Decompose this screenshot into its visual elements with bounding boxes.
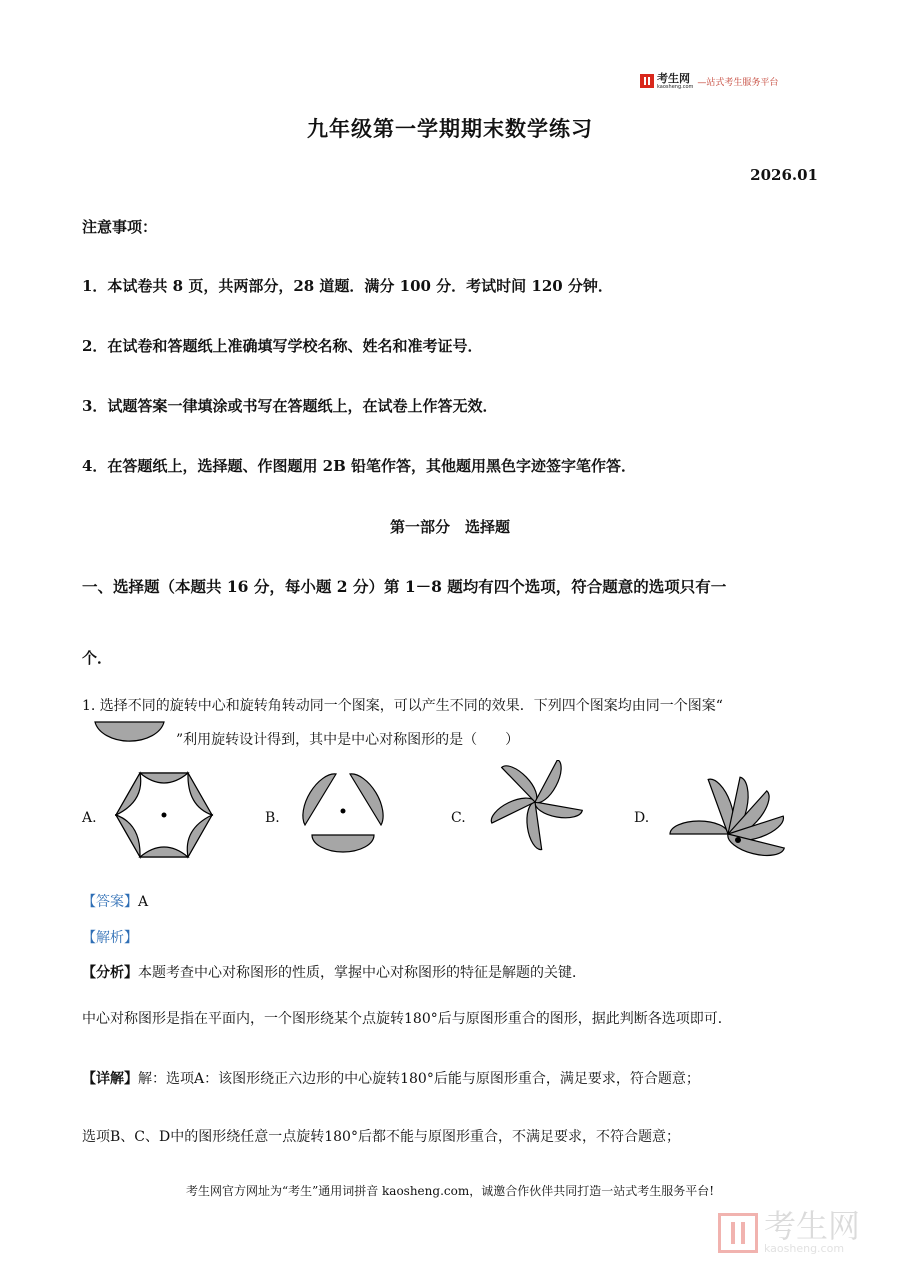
analysis-line4: 选项B、C、D中的图形绕任意一点旋转180°后都不能与原图形重合，不满足要求，不符合题意； <box>82 1129 680 1145</box>
semicircle-pattern-icon <box>94 720 166 746</box>
watermark <box>718 1207 860 1255</box>
option-d-label: D. <box>634 810 650 826</box>
option-c-label: C. <box>451 810 466 826</box>
logo-wordmark <box>657 73 693 90</box>
exam-date: 2026.01 <box>750 166 818 184</box>
notice-heading: 注意事项： <box>82 218 158 236</box>
option-a-figure <box>115 769 215 861</box>
analysis-line2: 中心对称图形是指在平面内，一个图形绕某个点旋转180°后与原图形重合的图形，据此判断各选项即可． <box>82 1011 732 1027</box>
fenxi-text: 本题考查中心对称图形的性质，掌握中心对称图形的特征是解题的关键． <box>138 965 586 981</box>
page-title: 九年级第一学期期末数学练习 <box>307 116 593 141</box>
notice-item-3: 3．试题答案一律填涂或书写在答题纸上，在试卷上作答无效． <box>82 397 498 415</box>
watermark-name: 考生网 <box>763 1207 860 1245</box>
answer-tag: 【答案】 <box>82 894 138 910</box>
option-b-label: B. <box>265 810 280 826</box>
fenxi-tag: 【分析】 <box>82 965 138 981</box>
logo-name: 考生网 <box>657 71 690 85</box>
section-intro-line2: 个． <box>82 649 113 667</box>
answer-value: A <box>138 894 149 910</box>
option-d-figure <box>668 762 798 858</box>
notice-item-4: 4．在答题纸上，选择题、作图题用 2B 铅笔作答，其他题用黑色字迹签字笔作答． <box>82 457 637 475</box>
option-b-figure <box>300 768 386 854</box>
page-footer: 考生网官方网址为“考生”通用词拼音 kaosheng.com，诚邀合作伙伴共同打造一站式考生服务平台! <box>185 1184 715 1198</box>
kaosheng-logo-icon <box>640 74 654 88</box>
watermark-domain: kaosheng.com <box>763 1242 845 1255</box>
question-1-line2: ”利用旋转设计得到，其中是中心对称图形的是（ ） <box>176 732 520 748</box>
xiangjie-text: 解：选项A：该图形绕正六边形的中心旋转180°后能与原图形重合，满足要求，符合题意； <box>138 1071 700 1087</box>
analysis-xiangjie <box>82 1068 700 1088</box>
notice-item-2: 2．在试卷和答题纸上准确填写学校名称、姓名和准考证号． <box>82 337 483 355</box>
analysis-fenxi <box>82 962 586 982</box>
notice-item-1: 1．本试卷共 8 页，共两部分，28 道题．满分 100 分．考试时间 120 分钟． <box>82 277 613 295</box>
logo-slogan: —站式考生服务平台 <box>697 77 779 88</box>
section-title: 第一部分 选择题 <box>389 518 510 536</box>
header-logo <box>640 70 830 92</box>
watermark-logo-icon <box>718 1213 758 1253</box>
analysis-tag: 【解析】 <box>82 930 138 946</box>
option-c-figure <box>475 760 595 856</box>
answer-line <box>82 891 148 911</box>
section-intro-line1: 一、选择题（本题共 16 分，每小题 2 分）第 1－8 题均有四个选项，符合题意的选项只有一 <box>82 577 727 596</box>
logo-domain: kaosheng.com <box>657 83 694 90</box>
option-a-label: A. <box>82 810 97 826</box>
xiangjie-tag: 【详解】 <box>82 1071 138 1087</box>
question-1-line1: 1. 选择不同的旋转中心和旋转角转动同一个图案，可以产生不同的效果．下列四个图案均由同一个图案“ <box>82 698 723 714</box>
